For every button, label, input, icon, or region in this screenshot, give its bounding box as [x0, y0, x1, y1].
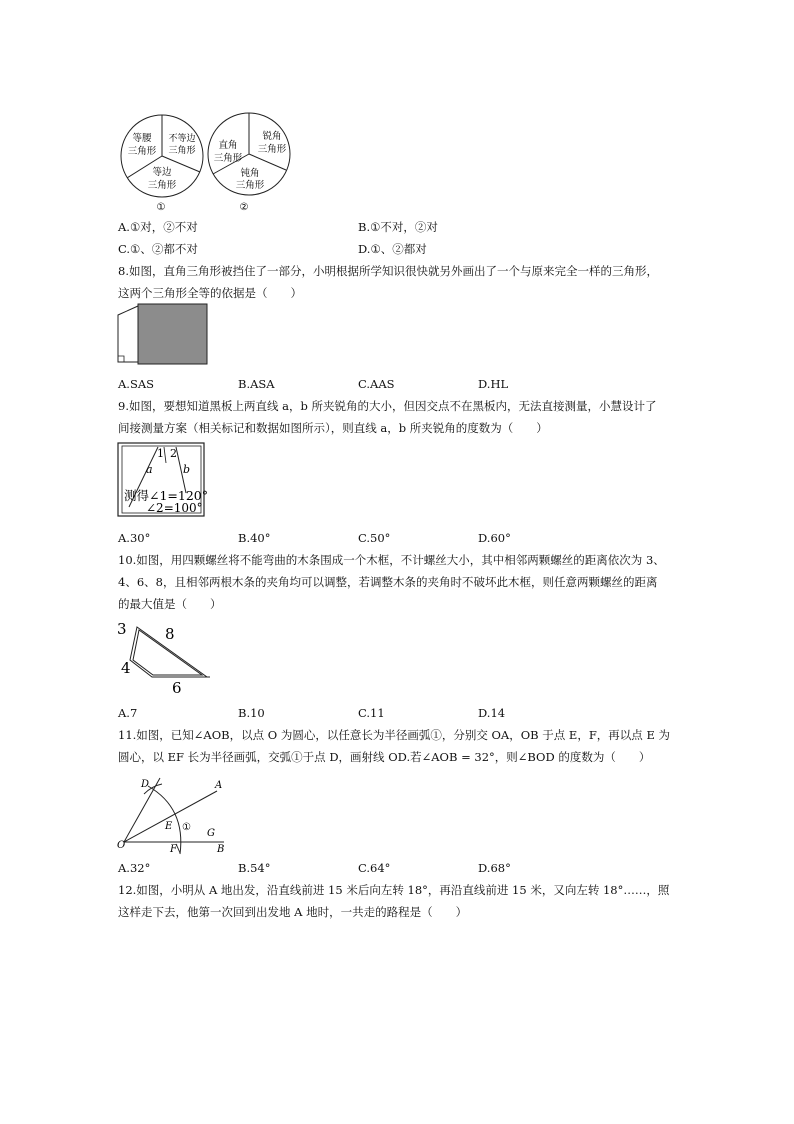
q9-option-a[interactable]: A.30°: [118, 531, 151, 545]
q11-option-c[interactable]: C.64°: [358, 861, 391, 875]
q11-point-g: G: [207, 828, 215, 839]
q7-figure: [116, 108, 306, 216]
q9-label-a: a: [146, 463, 153, 476]
circle1-sector2b: 三角形: [168, 146, 196, 156]
circle1-sector2: 不等边: [168, 134, 196, 144]
q10-figure: [114, 617, 214, 697]
q7-option-a[interactable]: A.①对，②不对: [118, 220, 198, 234]
circle2-label: ②: [239, 202, 249, 213]
q11-option-b[interactable]: B.54°: [238, 861, 271, 875]
q11-option-d[interactable]: D.68°: [478, 861, 511, 875]
q8-option-a[interactable]: A.SAS: [118, 377, 155, 391]
q9-text-line2: 间接测量方案（相关标记和数据如图所示），则直线 a，b 所夹锐角的度数为（ ）: [118, 421, 548, 435]
q10-side-4: 4: [121, 659, 131, 677]
q8-text-line2: 这两个三角形全等的依据是（ ）: [118, 286, 302, 300]
q11-option-a[interactable]: A.32°: [118, 861, 151, 875]
q12-text-line1: 12.如图，小明从 A 地出发，沿直线前进 15 米后向左转 18°，再沿直线前进 15 米，又向左转 18°……，照: [118, 883, 670, 897]
circle1-label: ①: [156, 202, 166, 213]
circle1-sector1: 等腰: [132, 133, 152, 144]
q10-text-line3: 的最大值是（ ）: [118, 597, 222, 611]
q9-measure-2: ∠2=100°: [146, 501, 203, 515]
q11-point-e: E: [165, 821, 173, 832]
q10-text-line2: 4、6、8，且相邻两根木条的夹角均可以调整，若调整木条的夹角时不破坏此木框，则任意两颗螺丝的距离: [118, 575, 658, 589]
q11-point-o: O: [117, 840, 126, 851]
q10-text-line1: 10.如图，用四颗螺丝将不能弯曲的木条围成一个木框，不计螺丝大小，其中相邻两颗螺丝的距离依次为 3、: [118, 553, 665, 567]
q11-text-line1: 11.如图，已知∠AOB，以点 O 为圆心，以任意长为半径画弧①，分别交 OA，OB 于点 E，F，再以点 E 为: [118, 728, 671, 742]
q9-label-1: 1: [157, 447, 164, 460]
circle1-sector3b: 三角形: [147, 180, 177, 191]
q8-option-c[interactable]: C.AAS: [358, 377, 395, 391]
q10-side-6: 6: [172, 679, 182, 697]
circle2-sector3: 钝角: [240, 168, 260, 179]
q11-point-f: F: [170, 844, 177, 855]
q9-option-d[interactable]: D.60°: [478, 531, 511, 545]
q10-side-8: 8: [165, 625, 175, 643]
q9-option-b[interactable]: B.40°: [238, 531, 271, 545]
q9-figure: [116, 441, 208, 519]
pie-circle-2: [208, 113, 290, 213]
q10-side-3: 3: [117, 620, 127, 638]
q8-option-b[interactable]: B.ASA: [238, 377, 275, 391]
q9-label-b: b: [183, 463, 191, 476]
q9-label-2: 2: [170, 447, 177, 460]
circle1-sector3: 等边: [152, 167, 172, 178]
q7-option-b[interactable]: B.①不对，②对: [358, 220, 438, 234]
q9-option-c[interactable]: C.50°: [358, 531, 391, 545]
q8-text-line1: 8.如图，直角三角形被挡住了一部分，小明根据所学知识很快就另外画出了一个与原来完全一样的三角形，: [118, 264, 658, 278]
q12-text-line2: 这样走下去，他第一次回到出发地 A 地时，一共走的路程是（ ）: [118, 905, 468, 919]
q7-option-c[interactable]: C.①、②都不对: [118, 242, 198, 256]
circle2-sector3b: 三角形: [235, 180, 265, 191]
q8-option-d[interactable]: D.HL: [478, 377, 509, 391]
q10-option-d[interactable]: D.14: [478, 706, 506, 720]
q8-figure: [114, 302, 214, 366]
circle2-sector2: 锐角: [262, 131, 282, 142]
q10-option-c[interactable]: C.11: [358, 706, 385, 720]
q9-measure-1: 测得∠1=120°: [124, 488, 208, 503]
q10-option-a[interactable]: A.7: [118, 706, 138, 720]
q11-point-b: B: [217, 844, 225, 855]
pie-circle-1: [121, 115, 203, 213]
q11-arc-label: ①: [182, 822, 191, 833]
circle2-sector1b: 三角形: [213, 153, 243, 164]
q9-text-line1: 9.如图，要想知道黑板上两直线 a，b 所夹锐角的大小，但因交点不在黑板内，无法直接测量，小慧设计了: [118, 399, 657, 413]
circle1-sector1b: 三角形: [127, 146, 157, 157]
q11-text-line2: 圆心，以 EF 长为半径画弧，交弧①于点 D，画射线 OD.若∠AOB = 32°，则∠BOD 的度数为（ ）: [118, 750, 651, 764]
q7-option-d[interactable]: D.①、②都对: [358, 242, 427, 256]
q11-point-a: A: [215, 780, 223, 791]
q10-option-b[interactable]: B.10: [238, 706, 265, 720]
q11-figure: [114, 772, 238, 856]
circle2-sector2b: 三角形: [257, 144, 287, 155]
circle2-sector1: 直角: [218, 140, 238, 151]
q11-point-d: D: [141, 779, 150, 790]
